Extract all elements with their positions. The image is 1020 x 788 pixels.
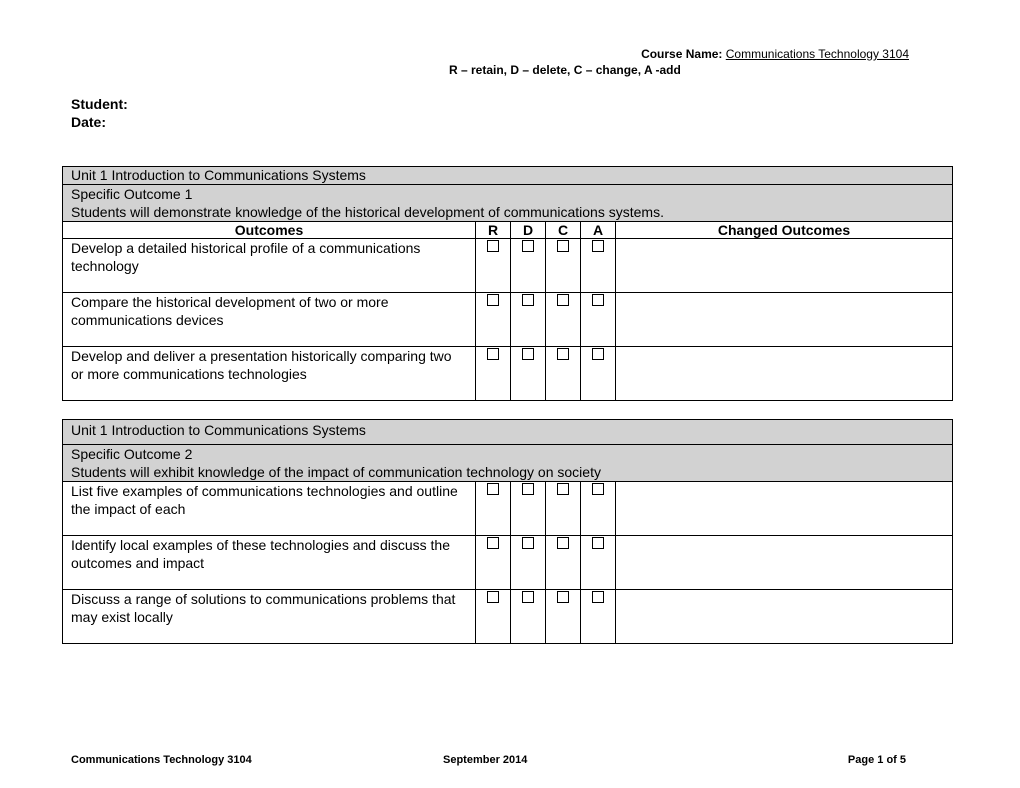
add-checkbox[interactable]	[592, 591, 604, 603]
change-checkbox[interactable]	[557, 591, 569, 603]
col-c: C	[546, 222, 581, 239]
footer-course: Communications Technology 3104	[71, 754, 252, 766]
unit-row	[63, 420, 953, 445]
add-checkbox[interactable]	[592, 348, 604, 360]
retain-checkbox[interactable]	[487, 294, 499, 306]
unit-title: Unit 1 Introduction to Communications Systems	[63, 420, 953, 445]
delete-checkbox[interactable]	[522, 483, 534, 495]
table-row	[63, 239, 953, 293]
unit-row	[63, 167, 953, 185]
specific-outcome-row	[63, 445, 953, 482]
retain-checkbox[interactable]	[487, 483, 499, 495]
delete-checkbox[interactable]	[522, 294, 534, 306]
delete-checkbox[interactable]	[522, 348, 534, 360]
changed-outcome-cell[interactable]	[616, 347, 953, 401]
table-row	[63, 347, 953, 401]
changed-outcome-cell[interactable]	[616, 293, 953, 347]
course-name-value: Communications Technology 3104	[725, 47, 909, 61]
course-name-label: Course Name:	[641, 47, 723, 61]
changed-outcome-cell[interactable]	[616, 482, 953, 536]
specific-outcome-title: Specific Outcome 1	[71, 186, 193, 202]
footer-page-number: Page 1 of 5	[847, 754, 906, 766]
specific-outcome-text: Students will demonstrate knowledge of the historical development of communications systems.	[71, 204, 664, 220]
col-outcomes: Outcomes	[63, 222, 476, 239]
outcome-text: Develop and deliver a presentation historically comparing two or more communications technologies	[63, 347, 476, 401]
column-header-row	[63, 222, 953, 239]
footer-date: September 2014	[443, 754, 528, 766]
table-row	[63, 590, 953, 644]
delete-checkbox[interactable]	[522, 591, 534, 603]
changed-outcome-cell[interactable]	[616, 536, 953, 590]
unit-table-2	[62, 419, 953, 644]
add-checkbox[interactable]	[592, 537, 604, 549]
retain-checkbox[interactable]	[487, 537, 499, 549]
col-r: R	[476, 222, 511, 239]
change-checkbox[interactable]	[557, 537, 569, 549]
retain-checkbox[interactable]	[487, 348, 499, 360]
changed-outcome-cell[interactable]	[616, 590, 953, 644]
table-row	[63, 482, 953, 536]
unit-table-1	[62, 166, 953, 401]
change-checkbox[interactable]	[557, 348, 569, 360]
add-checkbox[interactable]	[592, 483, 604, 495]
legend: R – retain, D – delete, C – change, A -add	[449, 63, 681, 77]
change-checkbox[interactable]	[557, 240, 569, 252]
table-row	[63, 536, 953, 590]
outcome-text: Identify local examples of these technologies and discuss the outcomes and impact	[63, 536, 476, 590]
retain-checkbox[interactable]	[487, 240, 499, 252]
change-checkbox[interactable]	[557, 483, 569, 495]
change-checkbox[interactable]	[557, 294, 569, 306]
delete-checkbox[interactable]	[522, 537, 534, 549]
outcome-text: Compare the historical development of two or more communications devices	[63, 293, 476, 347]
retain-checkbox[interactable]	[487, 591, 499, 603]
unit-title: Unit 1 Introduction to Communications Systems	[63, 167, 953, 185]
col-changed-outcomes: Changed Outcomes	[616, 222, 953, 239]
outcome-text: List five examples of communications technologies and outline the impact of each	[63, 482, 476, 536]
specific-outcome-row	[63, 185, 953, 222]
date-field: Date:	[71, 114, 107, 130]
outcome-text: Develop a detailed historical profile of a communications technology	[63, 239, 476, 293]
col-a: A	[581, 222, 616, 239]
outcome-text: Discuss a range of solutions to communications problems that may exist locally	[63, 590, 476, 644]
specific-outcome-text: Students will exhibit knowledge of the impact of communication technology on society	[71, 464, 601, 480]
col-d: D	[511, 222, 546, 239]
specific-outcome-title: Specific Outcome 2	[71, 446, 193, 462]
student-field: Student:	[71, 96, 128, 112]
delete-checkbox[interactable]	[522, 240, 534, 252]
add-checkbox[interactable]	[592, 294, 604, 306]
changed-outcome-cell[interactable]	[616, 239, 953, 293]
table-row	[63, 293, 953, 347]
add-checkbox[interactable]	[592, 240, 604, 252]
course-name-line	[641, 47, 909, 61]
